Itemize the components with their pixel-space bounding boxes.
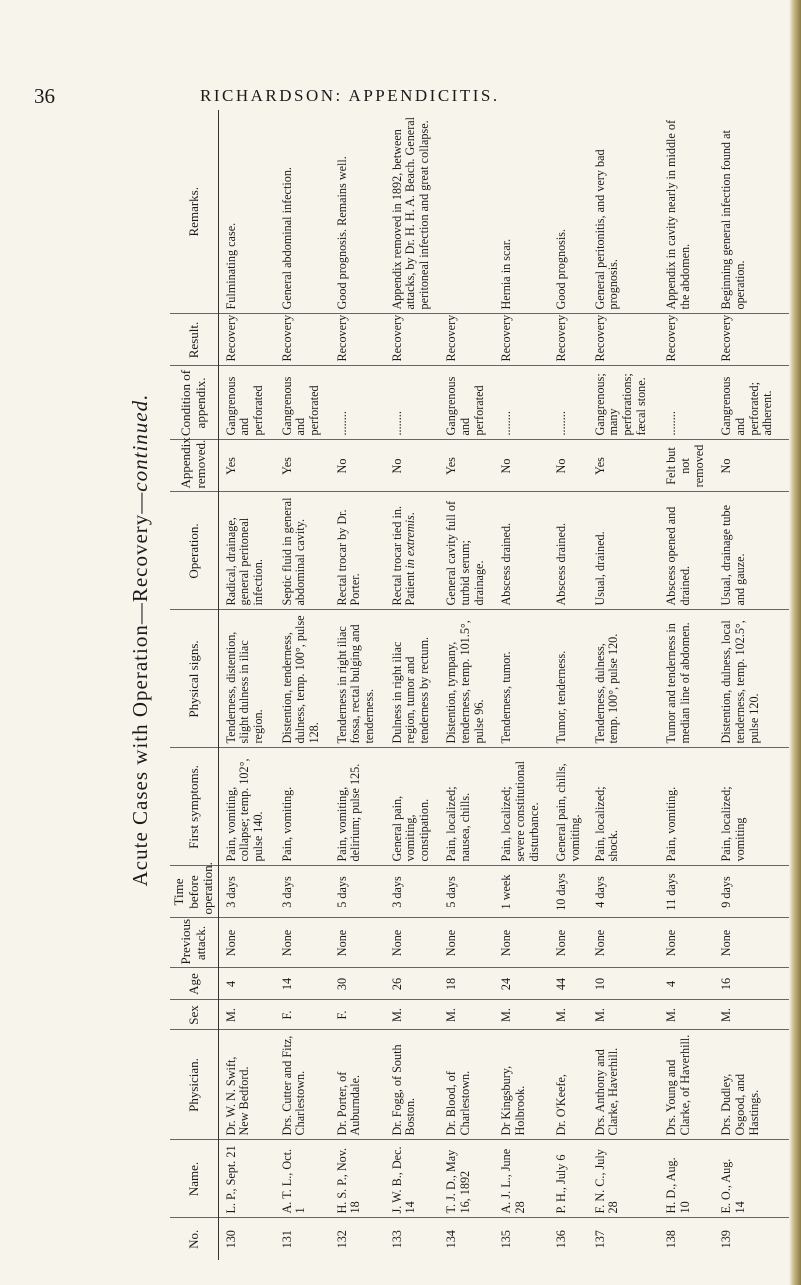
cell-appendix-removed: Felt but not removed: [663, 440, 718, 492]
cell-age: 10: [592, 968, 664, 1000]
cell-physician: Dr Kingsbury, Holbrook.: [498, 1030, 553, 1140]
cell-symptoms: Pain, vomiting, collapse; temp. 102°, pulse 140.: [218, 748, 278, 866]
table-row: [389, 110, 444, 1260]
cell-no: 139: [718, 1218, 790, 1260]
cell-age: 16: [718, 968, 790, 1000]
cell-result: Recovery: [498, 314, 553, 366]
cell-previous-attack: None: [443, 918, 498, 968]
cell-condition: ........: [334, 366, 389, 440]
cell-symptoms: Pain, vomiting.: [663, 748, 718, 866]
header-result: Result.: [170, 314, 218, 366]
rotated-table-wrapper: [170, 110, 790, 1260]
cell-result: Recovery: [553, 314, 591, 366]
cell-no: 136: [553, 1218, 591, 1260]
cell-age: 44: [553, 968, 591, 1000]
cell-signs: Distention, tympany, tenderness, temp. 101.5°, pulse 96.: [443, 610, 498, 748]
cell-sex: M.: [663, 1000, 718, 1030]
cell-no: 135: [498, 1218, 553, 1260]
header-row: [170, 110, 218, 1260]
cell-signs: Dulness in right iliac region, tumor and tenderness by rectum.: [389, 610, 444, 748]
cell-name: L. P., Sept. 21: [218, 1140, 278, 1218]
cell-signs: Tenderness in right iliac fossa, rectal bulging and tenderness.: [334, 610, 389, 748]
cell-time: 4 days: [592, 866, 664, 918]
cell-appendix-removed: No: [553, 440, 591, 492]
cell-time: 11 days: [663, 866, 718, 918]
cell-signs: Tenderness, dulness, temp. 100°, pulse 120.: [592, 610, 664, 748]
cell-name: E. O., Aug. 14: [718, 1140, 790, 1218]
cell-age: 24: [498, 968, 553, 1000]
cell-operation: Abscess drained.: [553, 492, 591, 610]
cell-operation: Abscess opened and drained.: [663, 492, 718, 610]
cell-time: 3 days: [218, 866, 278, 918]
cell-signs: Tumor, tenderness.: [553, 610, 591, 748]
cell-sex: M.: [718, 1000, 790, 1030]
cell-condition: ........: [389, 366, 444, 440]
cell-symptoms: Pain, localized; nausea, chills.: [443, 748, 498, 866]
cell-name: J. W. B., Dec. 14: [389, 1140, 444, 1218]
page-number: 36: [34, 84, 55, 108]
cell-sex: F.: [279, 1000, 334, 1030]
cell-sex: M.: [498, 1000, 553, 1030]
cell-sex: M.: [389, 1000, 444, 1030]
cell-appendix-removed: No: [389, 440, 444, 492]
header-name: Name.: [170, 1140, 218, 1218]
cell-condition: ........: [663, 366, 718, 440]
cell-age: 18: [443, 968, 498, 1000]
header-previous-attack: Previous attack.: [170, 918, 218, 968]
cell-signs: Tenderness, tumor.: [498, 610, 553, 748]
header-physical-signs: Physical signs.: [170, 610, 218, 748]
cell-appendix-removed: Yes: [592, 440, 664, 492]
cell-physician: Drs. Anthony and Clarke, Haverhill.: [592, 1030, 664, 1140]
cell-condition: Gangrenous and perforated; adherent.: [718, 366, 790, 440]
cell-age: 4: [663, 968, 718, 1000]
cell-previous-attack: None: [663, 918, 718, 968]
cell-no: 138: [663, 1218, 718, 1260]
cell-previous-attack: None: [218, 918, 278, 968]
cell-previous-attack: None: [334, 918, 389, 968]
cell-result: Recovery: [718, 314, 790, 366]
cell-name: F. N. C., July 28: [592, 1140, 664, 1218]
cell-symptoms: Pain, localized; shock.: [592, 748, 664, 866]
header-operation: Operation.: [170, 492, 218, 610]
cases-table: [170, 110, 790, 1260]
cell-physician: Dr. Blood, of Charlestown.: [443, 1030, 498, 1140]
cell-symptoms: Pain, vomiting.: [279, 748, 334, 866]
cell-time: 3 days: [279, 866, 334, 918]
cell-condition: Gangrenous and perforated: [443, 366, 498, 440]
cell-symptoms: Pain, localized; vomiting: [718, 748, 790, 866]
cell-remarks: Fulminating case.: [223, 222, 238, 310]
cell-symptoms: Pain, vomiting, delirium; pulse 125.: [334, 748, 389, 866]
cell-condition: Gangrenous; many perforations; fæcal stone.: [592, 366, 664, 440]
cell-remarks: General abdominal infection.: [279, 167, 294, 310]
table-row: [218, 110, 278, 1260]
cell-name: A. J. L., June 28: [498, 1140, 553, 1218]
table-row: [498, 110, 553, 1260]
cell-operation: Usual, drained.: [592, 492, 664, 610]
cell-result: Recovery: [218, 314, 278, 366]
cell-symptoms: Pain, localized; severe constitutional disturbance.: [498, 748, 553, 866]
cell-age: 4: [218, 968, 278, 1000]
cell-physician: Drs. Cutter and Fitz, Charlestown.: [279, 1030, 334, 1140]
table-row: [718, 110, 790, 1260]
cell-no: 133: [389, 1218, 444, 1260]
cell-previous-attack: None: [592, 918, 664, 968]
case-rows: [218, 110, 790, 1260]
header-condition: Condition of appendix.: [170, 366, 218, 440]
cell-previous-attack: None: [279, 918, 334, 968]
cell-sex: M.: [553, 1000, 591, 1030]
cell-operation: Radical, drainage, general peritoneal infection.: [218, 492, 278, 610]
cell-sex: M.: [443, 1000, 498, 1030]
cell-appendix-removed: No: [718, 440, 790, 492]
cell-age: 14: [279, 968, 334, 1000]
header-remarks: Remarks.: [170, 110, 218, 314]
header-first-symptoms: First symptoms.: [170, 748, 218, 866]
table-title-continued: continued.: [128, 393, 152, 492]
cell-remarks: Good prognosis.: [554, 228, 569, 310]
cell-appendix-removed: No: [498, 440, 553, 492]
cell-remarks: Good prognosis. Remains well.: [334, 156, 349, 310]
cell-result: Recovery: [443, 314, 498, 366]
cell-result: Recovery: [389, 314, 444, 366]
cell-signs: Distention, tenderness, dulness, temp. 100°, pulse 128.: [279, 610, 334, 748]
cell-physician: Dr. O'Keefe,: [553, 1030, 591, 1140]
table-row: [443, 110, 498, 1260]
cell-previous-attack: None: [553, 918, 591, 968]
cell-no: 131: [279, 1218, 334, 1260]
header-no: No.: [170, 1218, 218, 1260]
cell-sex: M.: [218, 1000, 278, 1030]
cell-symptoms: General pain, chills, vomiting.: [553, 748, 591, 866]
cell-operation: Usual, drainage tube and gauze.: [718, 492, 790, 610]
cell-previous-attack: None: [498, 918, 553, 968]
cell-operation: General cavity full of turbid serum; drainage.: [443, 492, 498, 610]
table-title: [128, 110, 162, 1170]
cell-condition: ........: [553, 366, 591, 440]
cell-time: 9 days: [718, 866, 790, 918]
cell-remarks: Appendix in cavity nearly in middle of the abdomen.: [664, 119, 692, 310]
running-head: RICHARDSON: APPENDICITIS.: [200, 86, 500, 105]
cell-name: H. S. P., Nov. 18: [334, 1140, 389, 1218]
cell-time: 5 days: [443, 866, 498, 918]
header-age: Age: [170, 968, 218, 1000]
cell-signs: Tumor and tenderness in median line of abdomen.: [663, 610, 718, 748]
header-sex: Sex: [170, 1000, 218, 1030]
page-header: [0, 0, 801, 110]
cell-condition: Gangrenous and perforated: [279, 366, 334, 440]
header-physician: Physician.: [170, 1030, 218, 1140]
cell-result: Recovery: [663, 314, 718, 366]
table-row: [592, 110, 664, 1260]
cell-time: 5 days: [334, 866, 389, 918]
table-row: [334, 110, 389, 1260]
cell-result: Recovery: [592, 314, 664, 366]
cell-previous-attack: None: [389, 918, 444, 968]
cell-condition: ........: [498, 366, 553, 440]
table-row: [279, 110, 334, 1260]
table-row: [553, 110, 591, 1260]
cell-physician: Dr. Porter, of Auburndale.: [334, 1030, 389, 1140]
page-edge: [789, 0, 801, 1285]
cell-operation: Rectal trocar by Dr. Porter.: [334, 492, 389, 610]
cell-remarks: Appendix removed in 1892, between attacks, by Dr. H. H. A. Beach. General peritoneal infection and great collapse.: [389, 116, 431, 310]
header-time-before-operation: Time before operation.: [170, 866, 218, 918]
cell-previous-attack: None: [718, 918, 790, 968]
cell-remarks: [443, 110, 498, 314]
cell-result: Recovery: [279, 314, 334, 366]
cell-remarks: General peritonitis, and very bad prognosis.: [592, 149, 621, 310]
cell-name: H. D., Aug. 10: [663, 1140, 718, 1218]
cell-operation: Septic fluid in general abdominal cavity.: [279, 492, 334, 610]
header-appendix-removed: Appendix removed.: [170, 440, 218, 492]
cell-physician: Dr. W. N. Swift, New Bedford.: [218, 1030, 278, 1140]
cell-physician: Drs. Young and Clarke, of Haverhill.: [663, 1030, 718, 1140]
cell-appendix-removed: Yes: [218, 440, 278, 492]
cell-remarks: Hernia in scar.: [499, 238, 514, 310]
cell-symptoms: General pain, vomiting, constipation.: [389, 748, 444, 866]
cell-signs: Distention, dulness, local tenderness, temp. 102.5°, pulse 120.: [718, 610, 790, 748]
cell-operation: Abscess drained.: [498, 492, 553, 610]
table-row: [663, 110, 718, 1260]
cell-sex: M.: [592, 1000, 664, 1030]
cell-name: P. H., July 6: [553, 1140, 591, 1218]
table-title-main: Acute Cases with Operation—Recovery—: [128, 491, 152, 887]
cell-time: 3 days: [389, 866, 444, 918]
cell-time: 10 days: [553, 866, 591, 918]
cell-time: 1 week: [498, 866, 553, 918]
cell-remarks: Beginning general infection found at operation.: [719, 130, 747, 310]
cell-no: 134: [443, 1218, 498, 1260]
cell-no: 137: [592, 1218, 664, 1260]
cell-sex: F.: [334, 1000, 389, 1030]
cell-name: A. T. L., Oct. 1: [279, 1140, 334, 1218]
cell-result: Recovery: [334, 314, 389, 366]
cell-appendix-removed: Yes: [279, 440, 334, 492]
cell-appendix-removed: No: [334, 440, 389, 492]
cell-no: 132: [334, 1218, 389, 1260]
cell-physician: Dr. Fogg, of South Boston.: [389, 1030, 444, 1140]
cell-condition: Gangrenous and perforated: [218, 366, 278, 440]
cell-operation: Rectal trocar tied in. Patient in extremis.: [389, 492, 444, 610]
cell-physician: Drs. Dudley, Osgood, and Hastings.: [718, 1030, 790, 1140]
cell-age: 26: [389, 968, 444, 1000]
cell-appendix-removed: Yes: [443, 440, 498, 492]
cell-age: 30: [334, 968, 389, 1000]
cell-no: 130: [218, 1218, 278, 1260]
cell-name: T. J. D., May 16, 1892: [443, 1140, 498, 1218]
cell-signs: Tenderness, distention, slight dulness in iliac region.: [218, 610, 278, 748]
latin-phrase: in extremis: [403, 515, 418, 569]
